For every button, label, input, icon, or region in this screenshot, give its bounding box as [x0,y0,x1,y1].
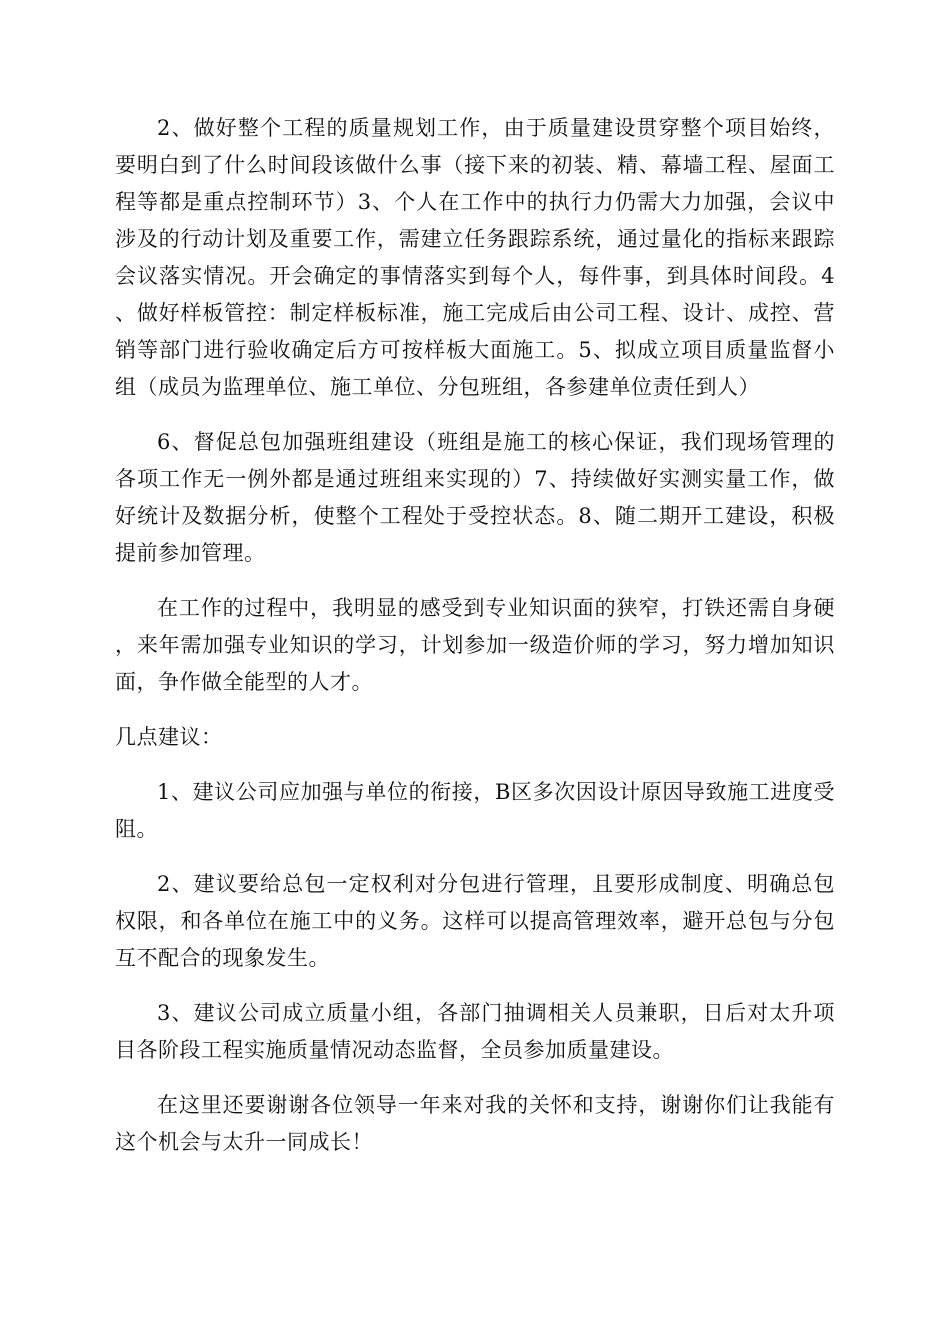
suggestion-item-2: 2、建议要给总包一定权利对分包进行管理，且要形成制度、明确总包权限，和各单位在施工中的义务。这样可以提高管理效率，避开总包与分包互不配合的现象发生。 [115,872,835,970]
paragraph-self-improvement: 在工作的过程中，我明显的感受到专业知识面的狭窄，打铁还需自身硬，来年需加强专业知识的学习，计划参加一级造价师的学习，努力增加知识面，争作做全能型的人才。 [115,596,835,694]
paragraph-quality-planning: 2、做好整个工程的质量规划工作，由于质量建设贯穿整个项目始终，要明白到了什么时间段该做什么事（接下来的初装、精、幕墙工程、屋面工程等都是重点控制环节）3、个人在工作中的执行力仍需大力加强，会议中涉及的行动计划及重要工作，需建立任务跟踪系统，通过量化的指标来跟踪会议落实情况。开会确定的事情落实到每个人，每件事，到具体时间段。4、做好样板管控：制定样板标准，施工完成后由公司工程、设计、成控、营销等部门进行验收确定后方可按样板大面施工。5、拟成立项目质量监督小组（成员为监理单位、施工单位、分包班组，各参建单位责任到人） [115,116,835,399]
suggestions-heading: 几点建议： [115,725,223,749]
paragraph-team-building: 6、督促总包加强班组建设（班组是施工的核心保证，我们现场管理的各项工作无一例外都是通过班组来实现的）7、持续做好实测实量工作，做好统计及数据分析，使整个工程处于受控状态。8、随二期开工建设，积极提前参加管理。 [115,430,835,565]
suggestion-item-3: 3、建议公司成立质量小组，各部门抽调相关人员兼职，日后对太升项目各阶段工程实施质量情况动态监督，全员参加质量建设。 [115,1001,835,1062]
paragraph-thanks: 在这里还要谢谢各位领导一年来对我的关怀和支持，谢谢你们让我能有这个机会与太升一同成长！ [115,1093,835,1154]
suggestion-item-1: 1、建议公司应加强与单位的衔接，B区多次因设计原因导致施工进度受阻。 [115,780,835,841]
